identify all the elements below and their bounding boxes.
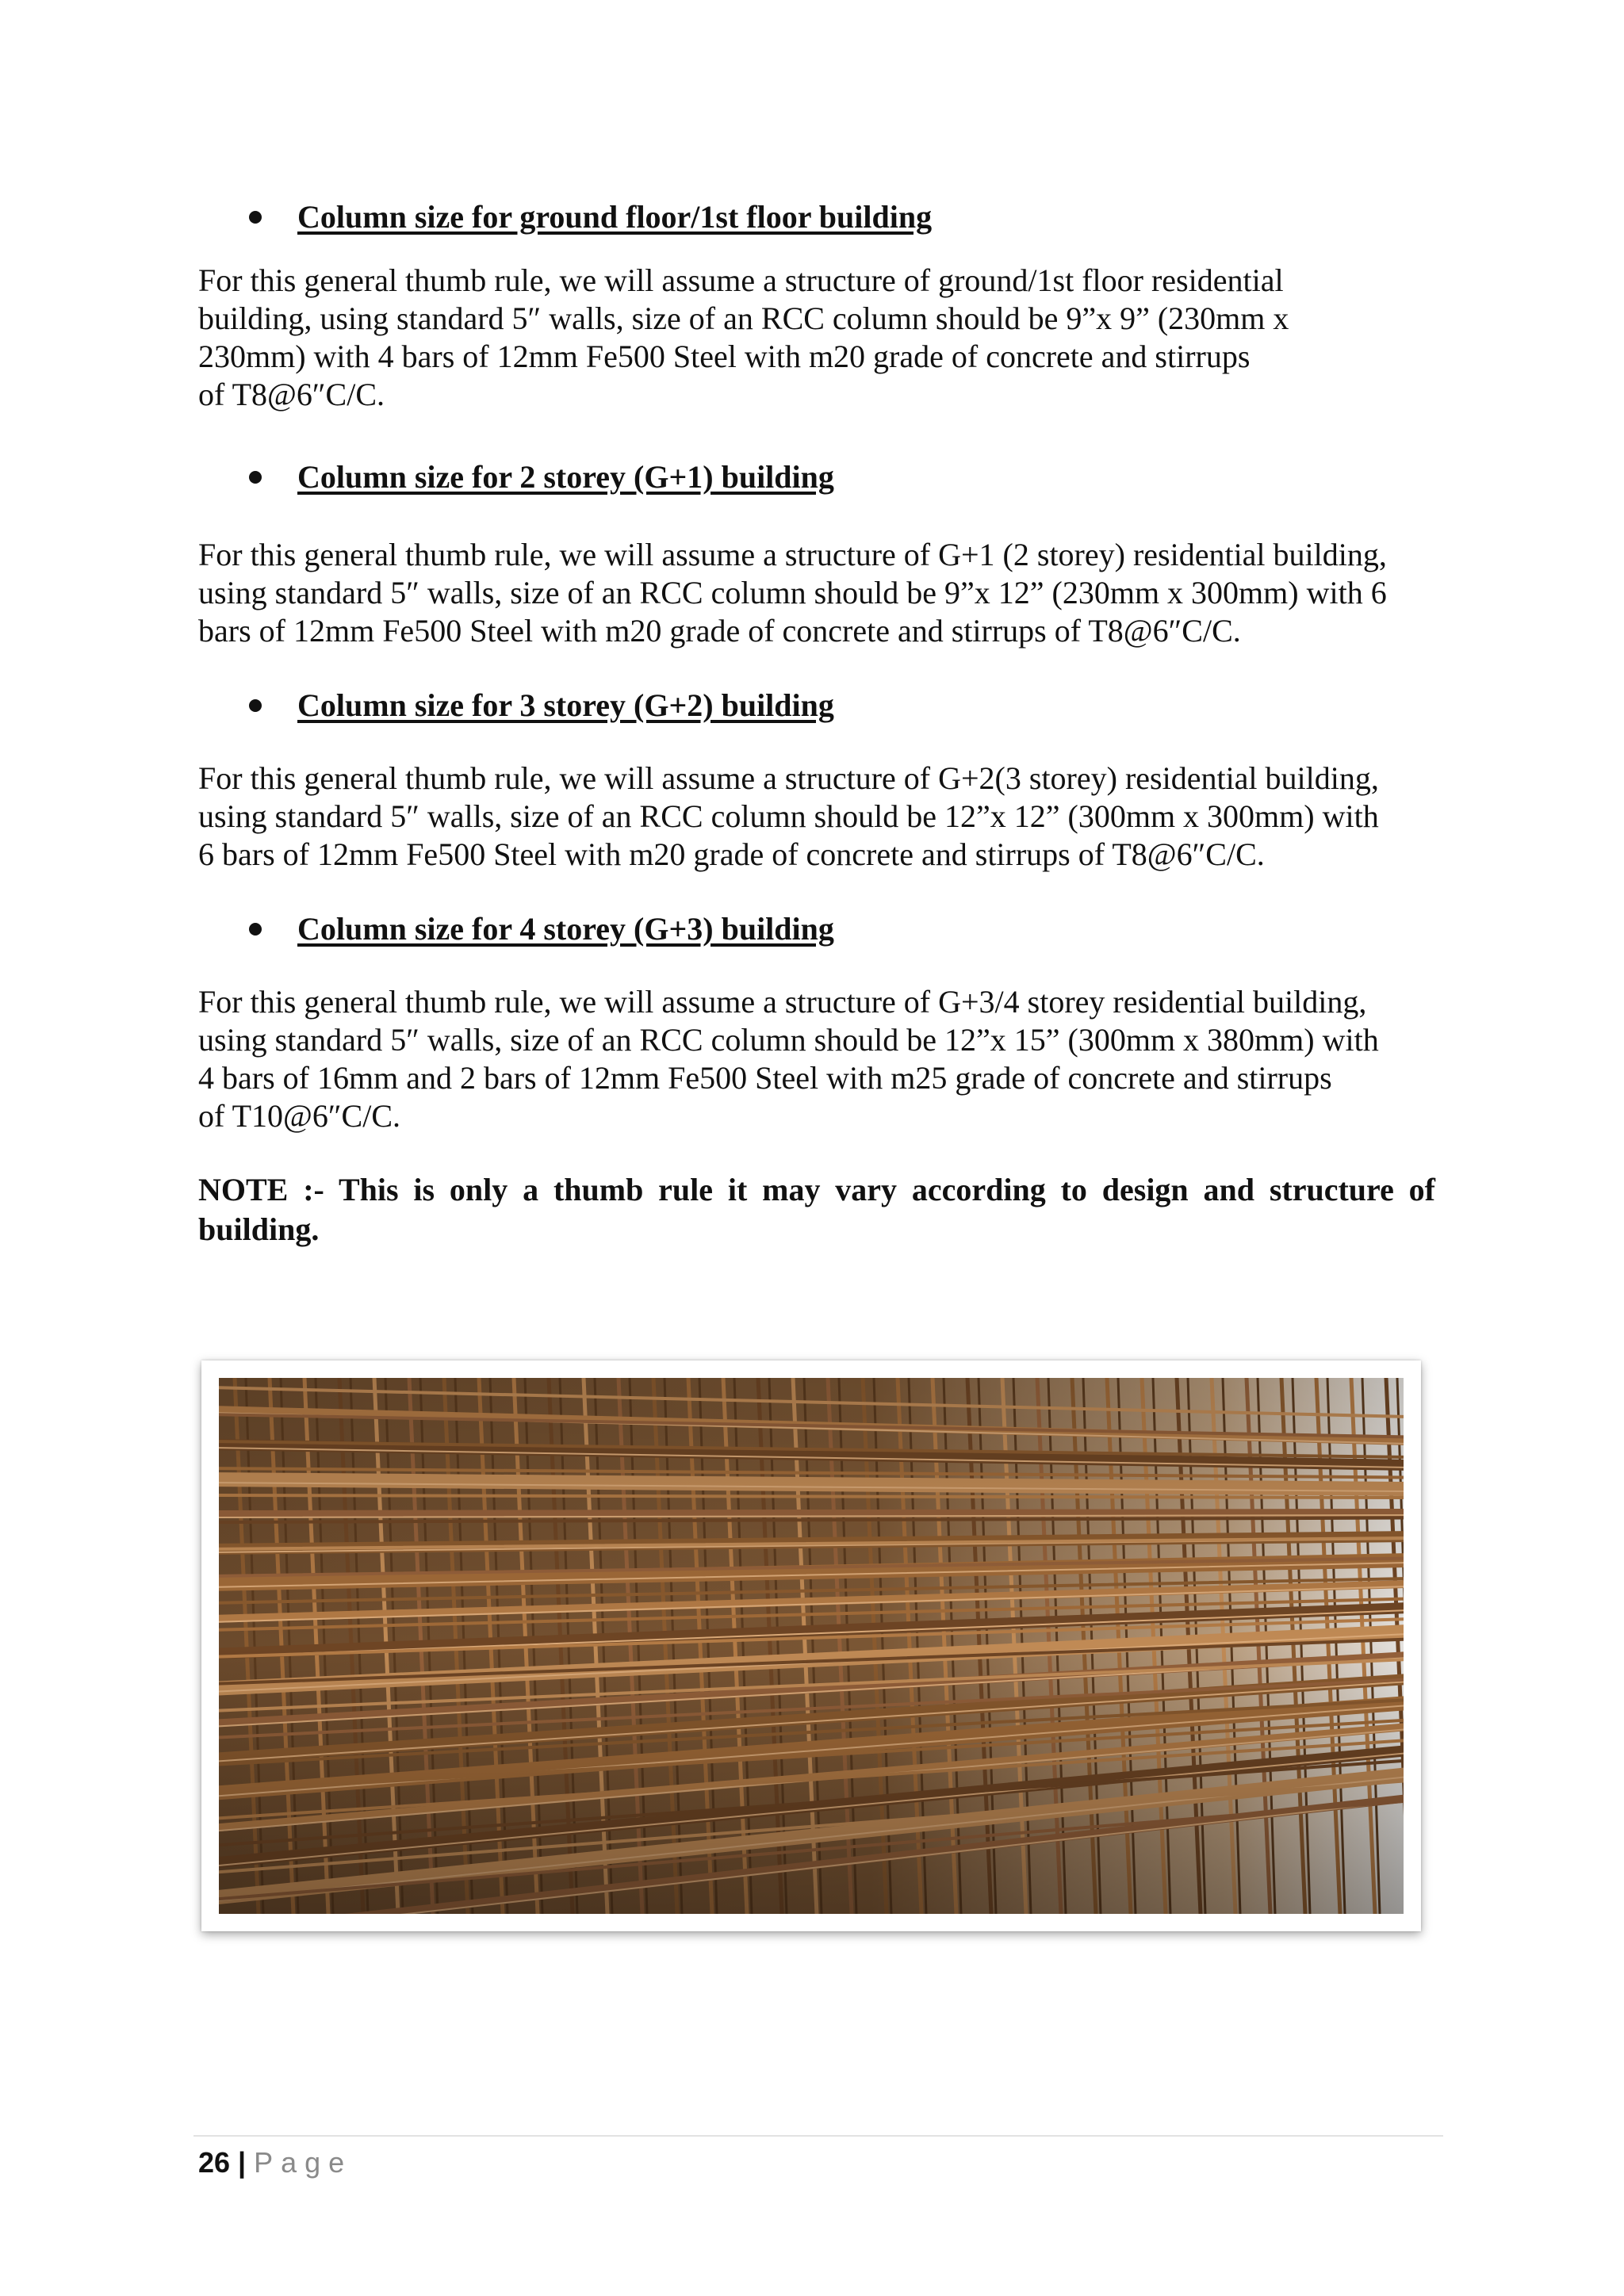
section-heading-1: Column size for ground floor/1st floor building [198, 198, 1435, 236]
section-paragraph-1: For this general thumb rule, we will assume a structure of ground/1st floor residential building, using standard 5″ walls, size of an RCC column should be 9”x 9” (230mm x 230mm) with 4 bars of 12mm Fe500 Steel with m20 grade of concrete and stirrups of T8@6″C/C. [198, 262, 1289, 412]
page-footer [198, 2145, 352, 2180]
page-number: 26 [198, 2146, 231, 2179]
rebar-cage-photo [201, 1360, 1421, 1931]
footer-divider [193, 2135, 1443, 2137]
bullet-icon [249, 699, 262, 712]
footer-separator: | [238, 2146, 247, 2179]
section-paragraph-4: For this general thumb rule, we will assume a structure of G+3/4 storey residential building, using standard 5″ walls, size of an RCC column should be 12”x 15” (300mm x 380mm) with 4 bars of 16mm and 2 bars of 12mm Fe500 Steel with m25 grade of concrete and stirrups of T10@6″C/C. [198, 984, 1379, 1134]
section-heading-2: Column size for 2 storey (G+1) building [198, 458, 1435, 496]
page-label: Page [254, 2146, 353, 2179]
section-heading-4: Column size for 4 storey (G+3) building [198, 910, 1435, 948]
bullet-icon [249, 923, 262, 936]
bullet-icon [249, 211, 262, 224]
section-paragraph-2: For this general thumb rule, we will assume a structure of G+1 (2 storey) residential building, using standard 5″ walls, size of an RCC column should be 9”x 12” (230mm x 300mm) with 6 bars of 12mm Fe500 Steel with m20 grade of concrete and stirrups of T8@6″C/C. [198, 537, 1387, 649]
note-paragraph: NOTE :- This is only a thumb rule it may vary according to design and structure of building. [198, 1172, 1435, 1247]
bullet-icon [249, 471, 262, 484]
rebar-illustration [219, 1378, 1404, 1914]
document-body [198, 198, 1435, 1281]
section-heading-3: Column size for 3 storey (G+2) building [198, 687, 1435, 725]
section-paragraph-3: For this general thumb rule, we will assume a structure of G+2(3 storey) residential building, using standard 5″ walls, size of an RCC column should be 12”x 12” (300mm x 300mm) with 6 bars of 12mm Fe500 Steel with m20 grade of concrete and stirrups of T8@6″C/C. [198, 760, 1379, 872]
